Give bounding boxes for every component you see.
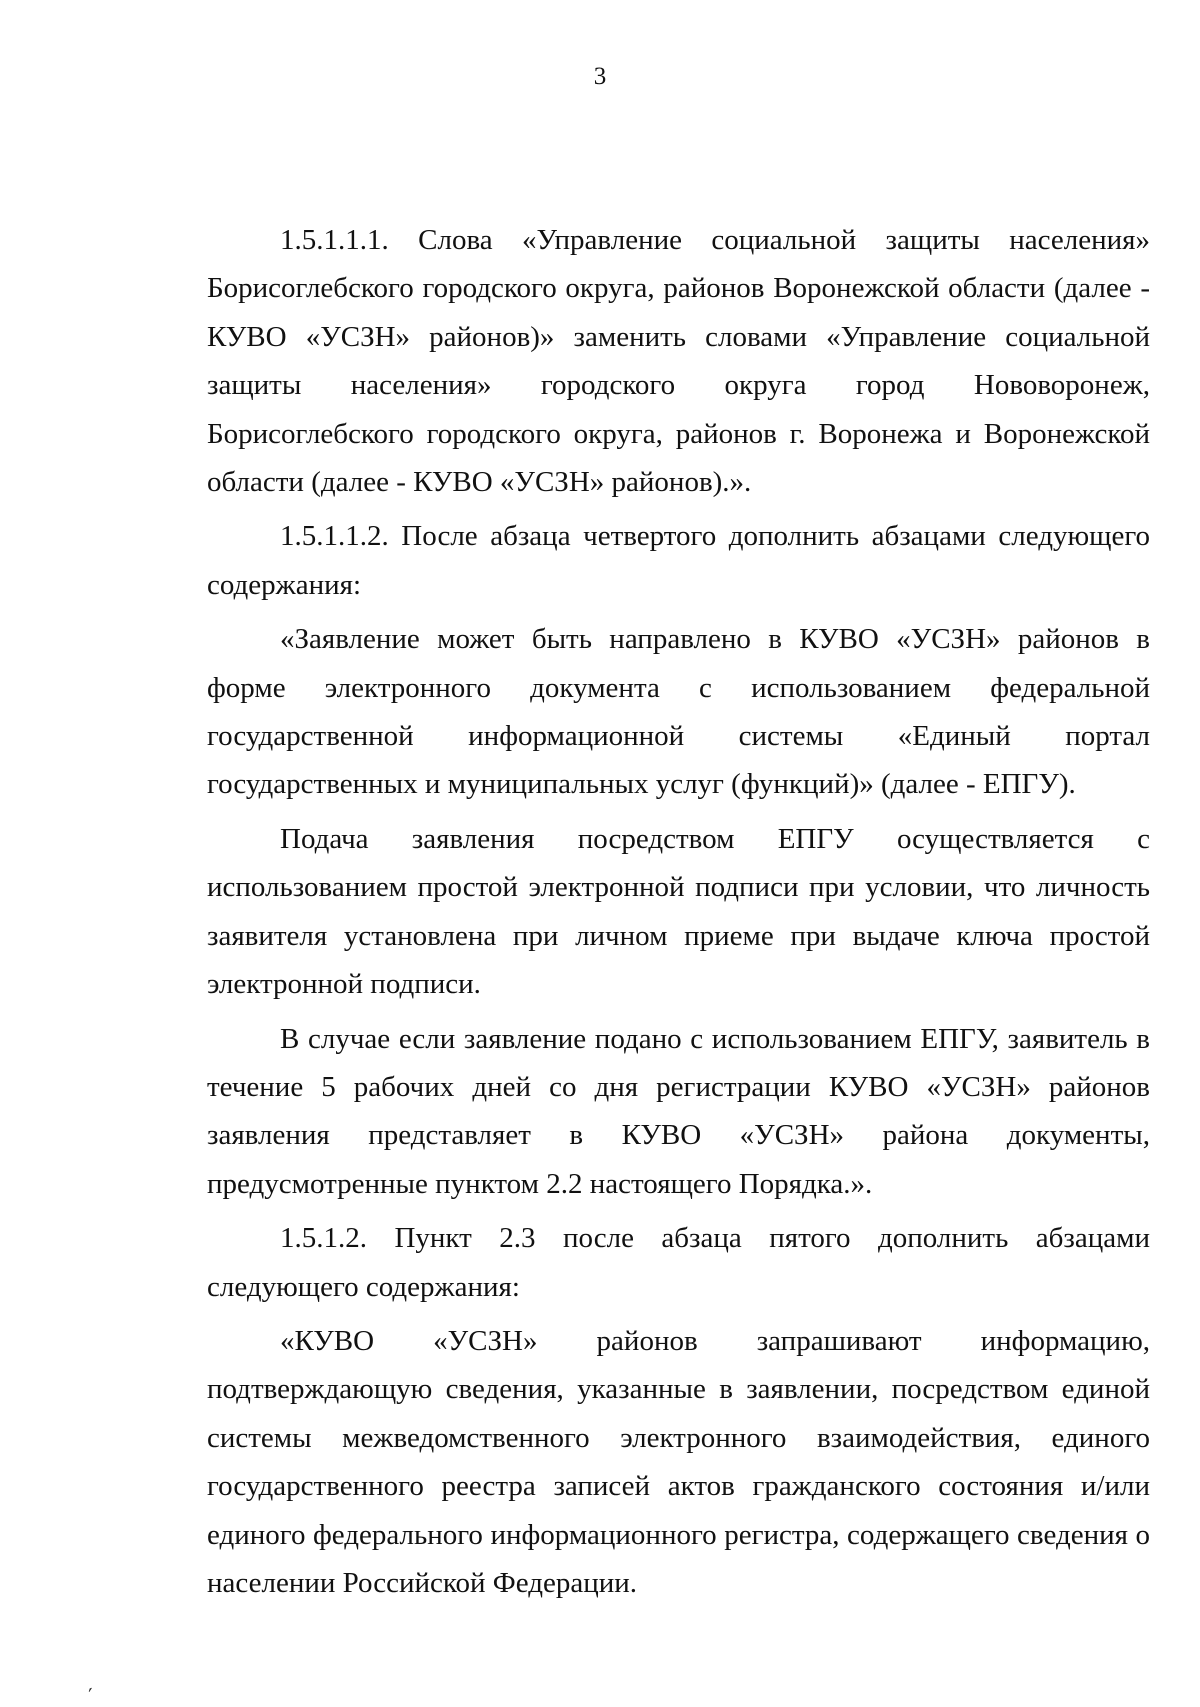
paragraph-electronic-signature: Подача заявления посредством ЕПГУ осуществляется с использованием простой электронной подписи при условии, что личность заявителя установлена при личном приеме при выдаче ключа простой электронной подписи. <box>207 822 1150 1001</box>
margin-mark: ˊ <box>85 1684 100 1707</box>
paragraph-interagency-request: «КУВО «УСЗН» районов запрашивают информацию, подтверждающую сведения, указанные в заявлении, посредством единой системы межведомственного электронного взаимодействия, единого государственного реестра записей актов гражданского состояния и/или единого федерального информационного регистра, содержащего сведения о населении Российской Федерации. <box>207 1324 1150 1599</box>
paragraph-application-epgu: «Заявление может быть направлено в КУВО «УСЗН» районов в форме электронного документа с использованием федеральной государственной информационной системы «Единый портал государственных и муниципальных услуг (функций)» (далее - ЕПГУ). <box>207 623 1150 801</box>
paragraph-documents-deadline: В случае если заявление подано с использованием ЕПГУ, заявитель в течение 5 рабочих дней со дня регистрации КУВО «УСЗН» районов заявления представляет в КУВО «УСЗН» района документы, предусмотренные пунктом 2.2 настоящего Порядка.». <box>207 1022 1150 1200</box>
paragraph-1-5-1-1-1: 1.5.1.1.1. Слова «Управление социальной защиты населения» Борисоглебского городского округа, районов Воронежской области (далее - КУВО «УСЗН» районов)» заменить словами «Управление социальной защиты населения» городского округа город Нововоронеж, Борисоглебского городского округа, районов г. Воронежа и Воронежской области (далее - КУВО «УСЗН» районов).». <box>207 224 1150 499</box>
document-body <box>207 216 1150 1607</box>
paragraph-1-5-1-1-2: 1.5.1.1.2. После абзаца четвертого дополнить абзацами следующего содержания: <box>207 520 1150 601</box>
page-number: 3 <box>593 63 607 90</box>
paragraph-1-5-1-2: 1.5.1.2. Пункт 2.3 после абзаца пятого дополнить абзацами следующего содержания: <box>207 1222 1150 1303</box>
